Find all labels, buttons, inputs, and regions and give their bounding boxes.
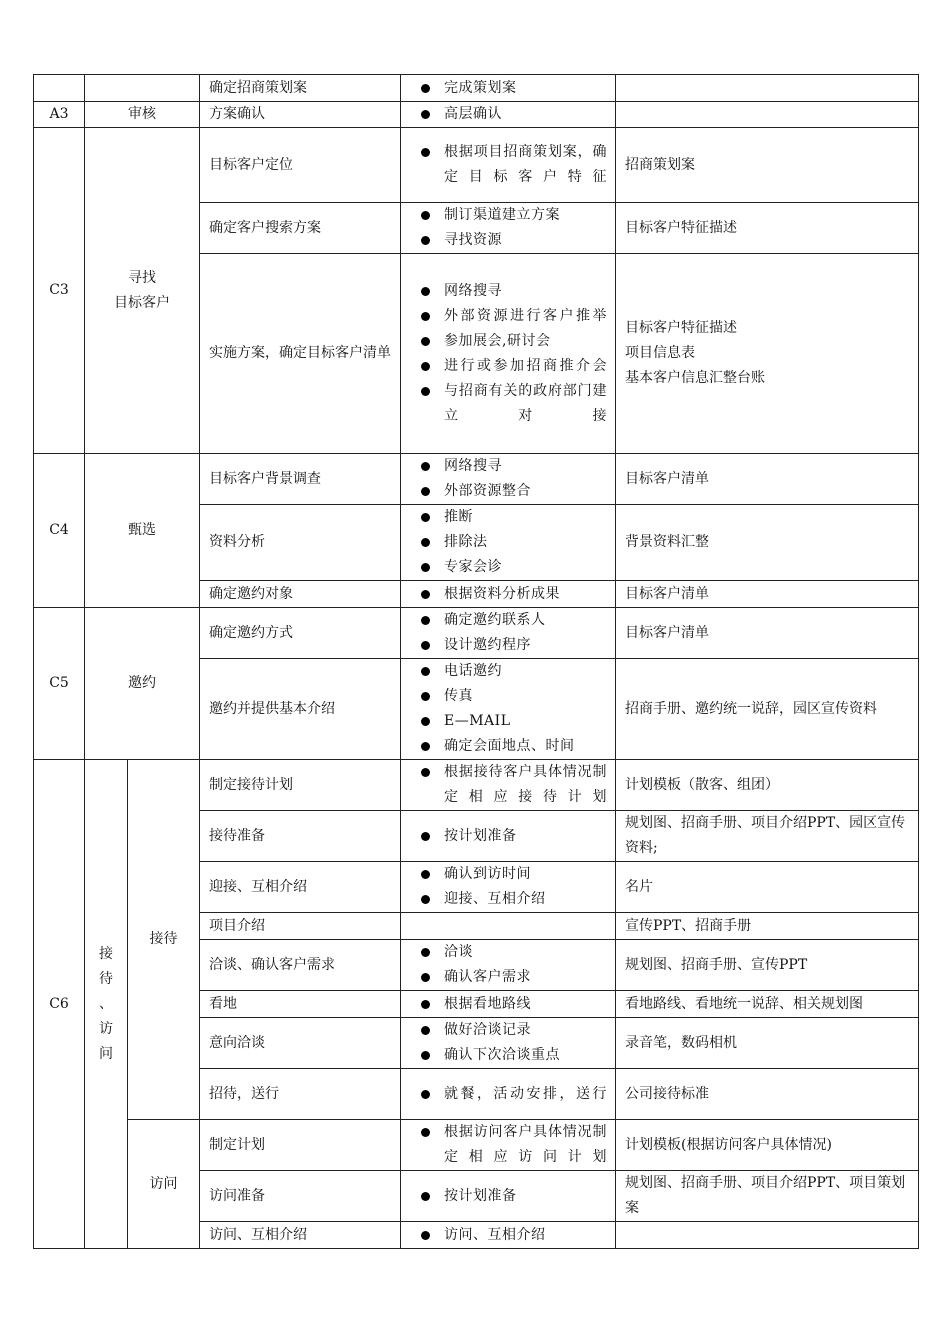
output-cell [616, 75, 919, 102]
output-cell: 录音笔，数码相机 [616, 1018, 919, 1069]
actions-cell [401, 659, 616, 760]
step-cell: 确定邀约方式 [200, 608, 401, 659]
output-line: 目标客户特征描述 [625, 320, 737, 336]
output-cell: 计划模板（散客、组团） [616, 760, 919, 811]
step-cell: 邀约并提供基本介绍 [200, 659, 401, 760]
action-item: 洽谈 [410, 940, 607, 965]
code-cell: A3 [34, 102, 85, 128]
step-cell: 招待，送行 [200, 1069, 401, 1120]
output-cell: 看地路线、看地统一说辞、相关规划图 [616, 991, 919, 1018]
step-cell: 接待准备 [200, 811, 401, 862]
output-line: 基本客户信息汇整台账 [625, 370, 765, 386]
action-item: 网络搜寻 [410, 279, 607, 304]
action-item: E—MAIL [410, 709, 607, 734]
table-row [34, 128, 919, 203]
action-item: 高层确认 [410, 102, 607, 127]
output-cell: 目标客户特征描述 [616, 203, 919, 254]
action-item: 与招商有关的政府部门建立对接 [410, 379, 607, 429]
actions-cell [401, 1171, 616, 1222]
action-item: 根据资料分析成果 [410, 582, 607, 607]
actions-cell [401, 1069, 616, 1120]
action-item: 按计划准备 [410, 824, 607, 849]
actions-cell [401, 991, 616, 1018]
action-item: 访问、互相介绍 [410, 1223, 607, 1248]
output-cell: 规划图、招商手册、宣传PPT [616, 940, 919, 991]
actions-cell [401, 862, 616, 913]
actions-cell [401, 203, 616, 254]
output-cell: 目标客户清单 [616, 581, 919, 608]
phase-cell [85, 75, 200, 102]
output-cell [616, 1222, 919, 1249]
step-cell: 迎接、互相介绍 [200, 862, 401, 913]
step-cell: 洽谈、确认客户需求 [200, 940, 401, 991]
phase-cell: 甄选 [85, 454, 200, 608]
step-cell: 实施方案，确定目标客户清单 [200, 254, 401, 454]
action-item: 根据项目招商策划案，确定目标客户特征 [410, 140, 607, 190]
output-cell: 招商策划案 [616, 128, 919, 203]
phase-cell: 邀约 [85, 608, 200, 760]
output-line: 项目信息表 [625, 345, 695, 361]
actions-cell [401, 1222, 616, 1249]
actions-cell [401, 102, 616, 128]
phase-char: 访 [99, 1020, 113, 1037]
action-item: 推断 [410, 505, 607, 530]
step-cell: 确定客户搜索方案 [200, 203, 401, 254]
action-item: 排除法 [410, 530, 607, 555]
actions-cell [401, 505, 616, 581]
phase-line: 寻找 [128, 269, 156, 286]
output-cell [616, 254, 919, 454]
output-cell: 招商手册、邀约统一说辞，园区宣传资料 [616, 659, 919, 760]
action-item: 外部资源进行客户推举 [410, 304, 607, 329]
action-item: 根据访问客户具体情况制定相应访问计划 [410, 1120, 607, 1170]
subphase-cell: 访问 [128, 1120, 200, 1249]
phase-char: 、 [99, 995, 113, 1012]
action-item: 进行或参加招商推介会 [410, 354, 607, 379]
action-item: 寻找资源 [410, 228, 607, 253]
action-item: 根据接待客户具体情况制定相应接待计划 [410, 760, 607, 810]
output-cell: 目标客户清单 [616, 454, 919, 505]
action-item: 做好洽谈记录 [410, 1018, 607, 1043]
table-row [34, 102, 919, 128]
step-cell: 项目介绍 [200, 913, 401, 940]
actions-cell [401, 581, 616, 608]
action-item: 传真 [410, 684, 607, 709]
code-cell: C3 [34, 128, 85, 454]
step-cell: 方案确认 [200, 102, 401, 128]
action-item: 设计邀约程序 [410, 633, 607, 658]
actions-cell [401, 254, 616, 454]
output-cell: 宣传PPT、招商手册 [616, 913, 919, 940]
action-item: 确认下次洽谈重点 [410, 1043, 607, 1068]
actions-cell [401, 128, 616, 203]
table-row [34, 760, 919, 811]
action-item: 确定会面地点、时间 [410, 734, 607, 759]
actions-cell [401, 608, 616, 659]
phase-cell: 审核 [85, 102, 200, 128]
actions-cell [401, 913, 616, 940]
phase-cell [85, 760, 128, 1249]
actions-cell [401, 940, 616, 991]
output-cell: 公司接待标准 [616, 1069, 919, 1120]
phase-line: 目标客户 [114, 294, 170, 311]
actions-cell [401, 75, 616, 102]
actions-cell [401, 811, 616, 862]
step-cell: 确定邀约对象 [200, 581, 401, 608]
code-cell: C5 [34, 608, 85, 760]
action-item: 参加展会,研讨会 [410, 329, 607, 354]
action-item: 外部资源整合 [410, 479, 607, 504]
action-item: 网络搜寻 [410, 454, 607, 479]
output-cell: 名片 [616, 862, 919, 913]
subphase-cell: 接待 [128, 760, 200, 1120]
output-cell: 背景资料汇整 [616, 505, 919, 581]
phase-char: 问 [99, 1045, 113, 1062]
action-item: 电话邀约 [410, 659, 607, 684]
code-cell [34, 75, 85, 102]
output-cell [616, 102, 919, 128]
actions-cell [401, 1120, 616, 1171]
action-item: 完成策划案 [410, 76, 607, 101]
action-item: 确认客户需求 [410, 965, 607, 990]
table-row [34, 608, 919, 659]
step-cell: 访问、互相介绍 [200, 1222, 401, 1249]
step-cell: 制定计划 [200, 1120, 401, 1171]
actions-cell [401, 760, 616, 811]
phase-char: 待 [99, 970, 113, 987]
action-item: 制订渠道建立方案 [410, 203, 607, 228]
code-cell: C4 [34, 454, 85, 608]
action-item: 就餐，活动安排，送行 [410, 1082, 607, 1107]
code-cell: C6 [34, 760, 85, 1249]
step-cell: 意向洽谈 [200, 1018, 401, 1069]
action-item: 根据看地路线 [410, 992, 607, 1017]
process-table [33, 74, 919, 1249]
phase-char: 接 [99, 945, 113, 962]
step-cell: 制定接待计划 [200, 760, 401, 811]
action-item: 确定邀约联系人 [410, 608, 607, 633]
output-cell: 规划图、招商手册、项目介绍PPT、园区宣传资料; [616, 811, 919, 862]
phase-cell [85, 128, 200, 454]
action-item: 迎接、互相介绍 [410, 887, 607, 912]
step-cell: 目标客户背景调查 [200, 454, 401, 505]
output-cell: 规划图、招商手册、项目介绍PPT、项目策划案 [616, 1171, 919, 1222]
actions-cell [401, 454, 616, 505]
actions-cell [401, 1018, 616, 1069]
output-cell: 目标客户清单 [616, 608, 919, 659]
table-row [34, 454, 919, 505]
step-cell: 资料分析 [200, 505, 401, 581]
step-cell: 访问准备 [200, 1171, 401, 1222]
table-row [34, 1120, 919, 1171]
action-item: 按计划准备 [410, 1184, 607, 1209]
action-item: 专家会诊 [410, 555, 607, 580]
step-cell: 确定招商策划案 [200, 75, 401, 102]
step-cell: 看地 [200, 991, 401, 1018]
step-cell: 目标客户定位 [200, 128, 401, 203]
table-row [34, 75, 919, 102]
output-cell: 计划模板(根据访问客户具体情况) [616, 1120, 919, 1171]
action-item: 确认到访时间 [410, 862, 607, 887]
